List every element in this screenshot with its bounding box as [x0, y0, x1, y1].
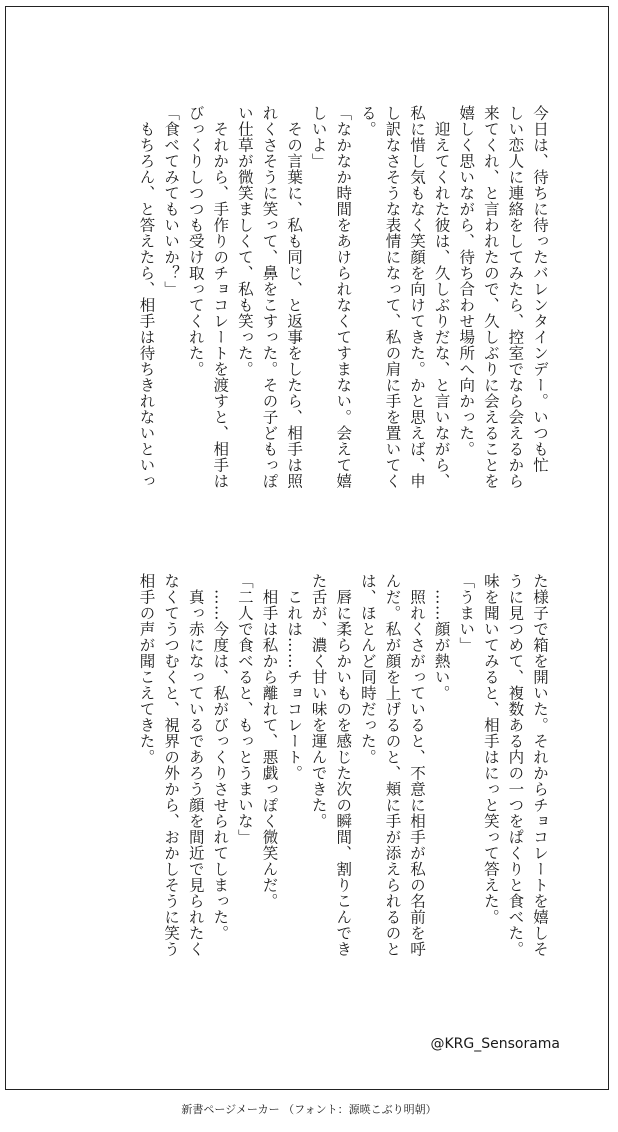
- text-line: た舌が、濃く甘い味を運んできた。: [309, 573, 328, 829]
- upper-text-column: [134, 105, 552, 545]
- author-credit: @KRG_Sensorama: [430, 1036, 560, 1052]
- text-line: 「なかなか時間をあけられなくてすまない。会えて嬉: [334, 105, 353, 489]
- text-line: もちろん、と答えたら、相手は待ちきれないといっ: [137, 105, 156, 489]
- text-line: 嬉しく思いながら、待ち合わせ場所へ向かった。: [457, 105, 476, 457]
- text-line: し訳なさそうな表情になって、私の肩に手を置いてく: [383, 105, 402, 489]
- text-line: 相手は私から離れて、悪戯っぽく微笑んだ。: [260, 573, 279, 909]
- text-line: 唇に柔らかいものを感じた次の瞬間、割りこんでき: [334, 573, 353, 957]
- text-line: 「食べてみてもいいか？」: [162, 105, 181, 297]
- text-line: 来てくれ、と言われたので、久しぶりに会えることを: [481, 105, 500, 489]
- text-line: れくさそうに笑って、鼻をこすった。その子どもっぽ: [260, 105, 279, 489]
- text-line: 迎えてくれた彼は、久しぶりだな、と言いながら、: [432, 105, 451, 489]
- text-line: なくてうつむくと、視界の外から、おかしそうに笑う: [162, 573, 181, 957]
- text-line: 味を聞いてみると、相手はにっと笑って答えた。: [481, 573, 500, 925]
- text-line: る。: [358, 105, 377, 137]
- text-line: これは……チョコレート。: [285, 573, 304, 781]
- text-line: うに見つめて、複数ある内の一つをぱくりと食べた。: [506, 573, 525, 957]
- text-line: 相手の声が聞こえてきた。: [137, 573, 156, 765]
- text-line: は、ほとんど同時だった。: [358, 573, 377, 765]
- text-line: 今日は、待ちに待ったバレンタインデー。いつも忙: [531, 105, 549, 473]
- text-line: ……顔が熱い。: [432, 573, 451, 701]
- text-line: 真っ赤になっているであろう顔を間近で見られたく: [186, 573, 205, 957]
- text-line: その言葉に、私も同じ、と返事をしたら、相手は照: [285, 105, 304, 489]
- text-line: ……今度は、私がびっくりさせられてしまった。: [211, 573, 230, 941]
- text-line: 「二人で食べると、もっとうまいな」: [235, 573, 254, 845]
- text-line: しい恋人に連絡をしてみたら、控室でなら会えるから: [506, 105, 525, 489]
- text-line: 「うまい」: [457, 573, 476, 653]
- text-line: 私に惜し気もなく笑顔を向けてきた。かと思えば、申: [408, 105, 427, 489]
- lower-text-column: [134, 573, 552, 1013]
- text-line: い仕草が微笑ましくて、私も笑った。: [235, 105, 254, 377]
- text-line: それから、手作りのチョコレートを渡すと、相手は: [211, 105, 230, 489]
- footer-caption: 新書ページメーカー （フォント：源暎こぶり明朝）: [181, 1103, 437, 1116]
- page-frame: [5, 6, 609, 1090]
- text-line: びっくりしつつも受け取ってくれた。: [186, 105, 205, 377]
- text-line: しいよ」: [309, 105, 328, 169]
- text-line: んだ。私が顔を上げるのと、頬に手が添えられるのと: [383, 573, 402, 957]
- text-line: 照れくさがっていると、不意に相手が私の名前を呼: [408, 573, 427, 957]
- text-line: た様子で箱を開いた。それからチョコレートを嬉しそ: [531, 573, 549, 957]
